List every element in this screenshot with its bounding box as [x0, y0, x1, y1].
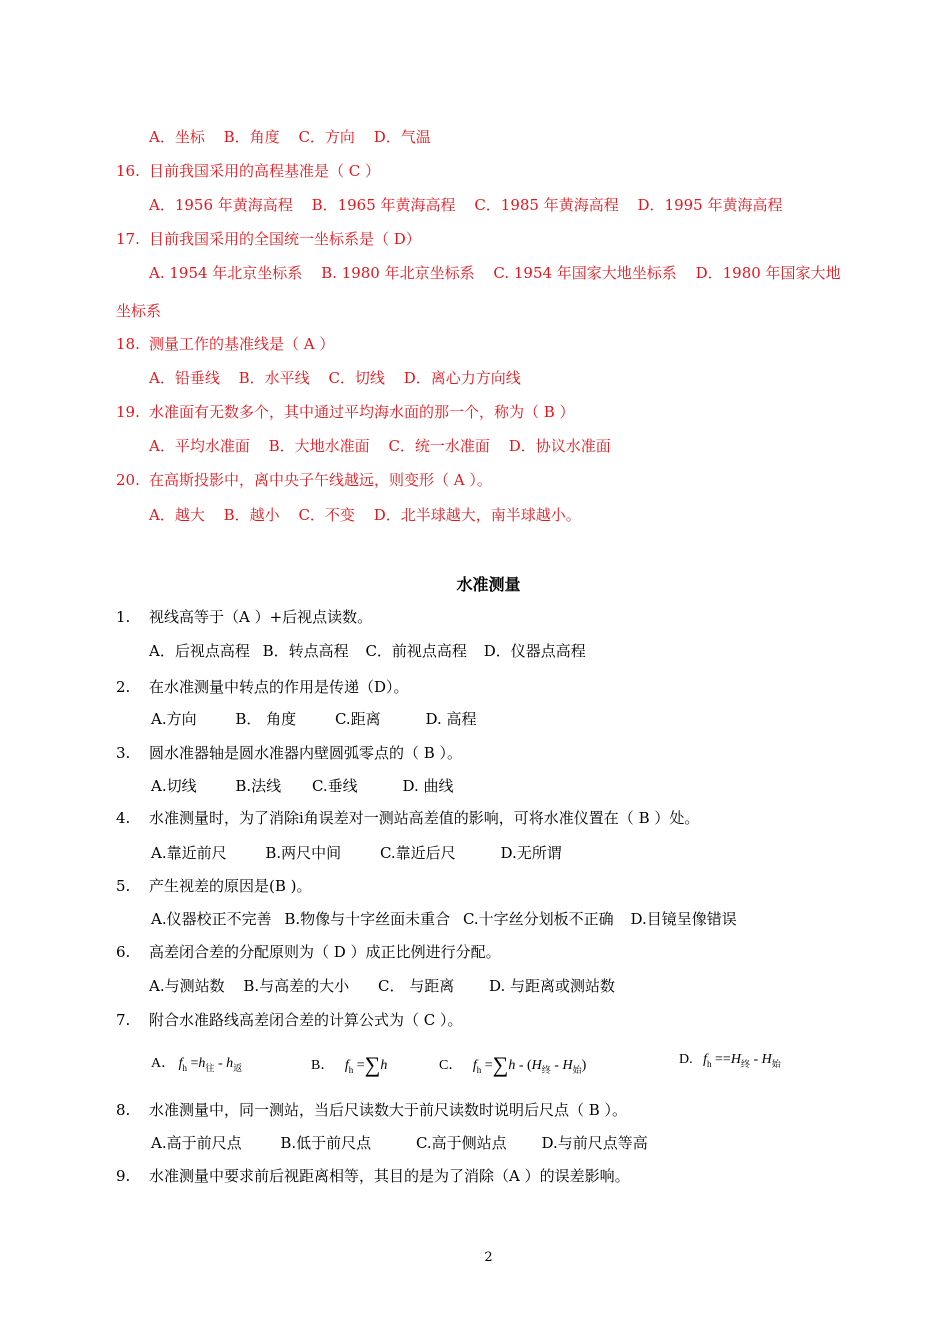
page-number: 2	[484, 1250, 493, 1265]
option: A．平均水准面	[149, 437, 250, 455]
option: A.与测站数	[149, 977, 225, 995]
option: D．1995 年黄海高程	[637, 196, 783, 214]
question-text: 高差闭合差的分配原则为（ D ）成正比例进行分配。	[149, 943, 501, 961]
formula-option-a: A． $f_h =h_往 - h_返$	[151, 1056, 243, 1073]
question-text: 附合水准路线高差闭合差的计算公式为（ C ）。	[149, 1011, 463, 1029]
question-text: 在水准测量中转点的作用是传递（D）。	[149, 678, 409, 696]
option: C．1985 年黄海高程	[474, 196, 619, 214]
option: A.靠近前尺	[151, 844, 227, 862]
option: B．转点高程	[262, 642, 349, 660]
option: A.切线	[151, 777, 197, 795]
section-title: 水准测量	[456, 575, 521, 594]
option: D．北半球越大，南半球越小。	[373, 506, 581, 524]
question-text: 测量工作的基准线是（ A ）	[149, 335, 335, 353]
option: D．仪器点高程	[483, 642, 586, 660]
option: C.十字丝分划板不正确	[462, 910, 614, 928]
option: C. 1954 年国家大地坐标系	[493, 264, 677, 282]
question-number: 1.	[116, 608, 131, 626]
option: B.物像与十字丝面未重合	[284, 910, 451, 928]
option: D. 高程	[425, 710, 477, 728]
option: D.与前尺点等高	[541, 1134, 648, 1152]
option: B.低于前尺点	[280, 1134, 372, 1152]
option: D.无所谓	[500, 844, 562, 862]
question-number: 19.	[116, 403, 140, 421]
question-text: 水准测量中要求前后视距离相等，其目的是为了消除（A ）的误差影响。	[149, 1167, 630, 1185]
option: D．气温	[373, 128, 431, 146]
option: A. 1954 年北京坐标系	[149, 264, 303, 282]
formula-option-c: C． $f_h =\sum h - (H_终 - H_始)$	[439, 1052, 587, 1077]
question-number: 8.	[116, 1101, 131, 1119]
option: A.方向	[151, 710, 197, 728]
option: B．水平线	[238, 369, 310, 387]
question-number: 7.	[116, 1011, 131, 1029]
option: C.高于侧站点	[415, 1134, 507, 1152]
option: B.两尺中间	[265, 844, 342, 862]
question-text: 目前我国采用的全国统一坐标系是（ D）	[149, 230, 421, 248]
question-number: 6.	[116, 943, 131, 961]
question-number: 18.	[116, 335, 140, 353]
option: C．前视点高程	[365, 642, 467, 660]
option: A.高于前尺点	[151, 1134, 242, 1152]
option: B.法线	[235, 777, 282, 795]
question-number: 20.	[116, 471, 140, 489]
option: C．统一水准面	[388, 437, 490, 455]
question-number: 3.	[116, 744, 131, 762]
option: B． 角度	[235, 710, 297, 728]
option: C．切线	[328, 369, 385, 387]
option: A.仪器校正不完善	[151, 910, 272, 928]
question-text: 目前我国采用的高程基准是（ C ）	[149, 162, 381, 180]
option: D. 与距离或测站数	[489, 977, 616, 995]
option: C．不变	[298, 506, 355, 524]
question-number: 16.	[116, 162, 140, 180]
option: D.目镜呈像错误	[630, 910, 737, 928]
option: C.垂线	[311, 777, 358, 795]
question-text: 圆水准器轴是圆水准器内壁圆弧零点的（ B ）。	[149, 744, 463, 762]
option: C．方向	[298, 128, 355, 146]
question-number: 5.	[116, 877, 131, 895]
question-text: 视线高等于（A ）+后视点读数。	[149, 608, 373, 626]
question-text: 在高斯投影中，离中央子午线越远，则变形（ A ）。	[149, 471, 492, 489]
question-text: 水准面有无数多个，其中通过平均海水面的那一个，称为（ B ）	[149, 403, 575, 421]
option: D．1980 年国家大地	[695, 264, 841, 282]
option: B．角度	[223, 128, 280, 146]
option: A．1956 年黄海高程	[149, 196, 293, 214]
option: B.与高差的大小	[243, 977, 350, 995]
q17-options-continued: 坐标系	[116, 302, 162, 320]
option: B．越小	[223, 506, 280, 524]
question-text: 水准测量时，为了消除i角误差对一测站高差值的影响，可将水准仪置在（ B ）处。	[149, 809, 700, 827]
option: D．离心力方向线	[403, 369, 521, 387]
option: A．越大	[149, 506, 205, 524]
option: D．协议水准面	[508, 437, 611, 455]
question-number: 17.	[116, 230, 140, 248]
option: B．1965 年黄海高程	[311, 196, 456, 214]
option: B．大地水准面	[268, 437, 370, 455]
option: C． 与距离	[377, 977, 455, 995]
formula-option-d: D. $f_h ==H_终 - H_始$	[679, 1052, 781, 1069]
option: C.靠近后尺	[379, 844, 456, 862]
question-number: 9.	[116, 1167, 131, 1185]
option: B. 1980 年北京坐标系	[321, 264, 475, 282]
formula-option-b: B． $f_h =\sum h$	[311, 1052, 388, 1077]
question-text: 产生视差的原因是(B )。	[149, 877, 312, 895]
option: A．坐标	[149, 128, 205, 146]
option: A．铅垂线	[149, 369, 220, 387]
question-text: 水准测量中，同一测站，当后尺读数大于前尺读数时说明后尺点（ B ）。	[149, 1101, 628, 1119]
option: C.距离	[334, 710, 381, 728]
option: A．后视点高程	[149, 642, 250, 660]
question-number: 2.	[116, 678, 131, 696]
option: D. 曲线	[402, 777, 454, 795]
question-number: 4.	[116, 809, 131, 827]
